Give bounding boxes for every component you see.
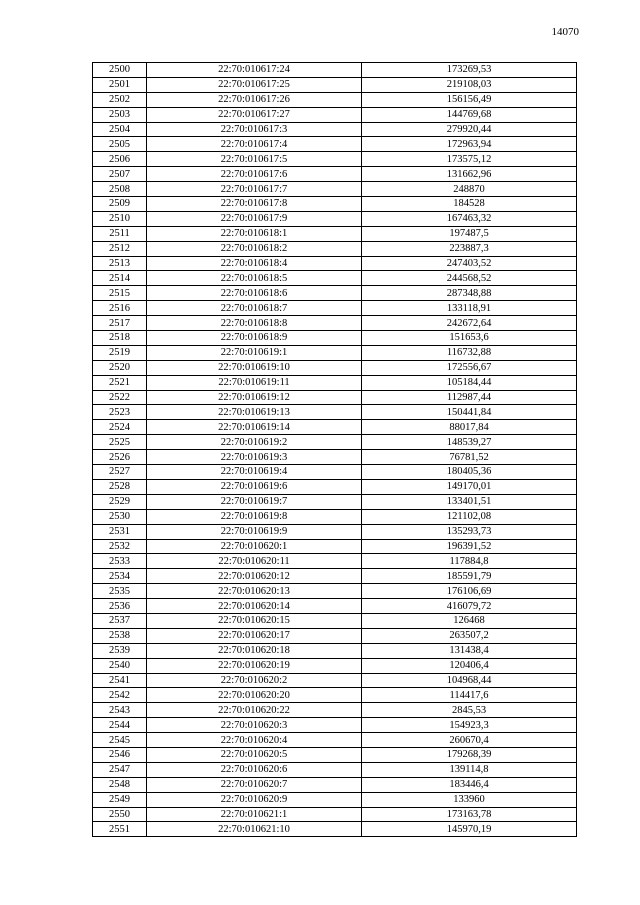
row-number-cell: 2524 (93, 420, 147, 435)
cadastral-number-cell: 22:70:010619:11 (147, 375, 362, 390)
table-row (93, 405, 577, 420)
table-row (93, 822, 577, 837)
table-row (93, 450, 577, 465)
table-row (93, 271, 577, 286)
value-cell: 244568,52 (362, 271, 577, 286)
cadastral-number-cell: 22:70:010619:1 (147, 345, 362, 360)
cadastral-number-cell: 22:70:010620:19 (147, 658, 362, 673)
row-number-cell: 2536 (93, 599, 147, 614)
table-row (93, 509, 577, 524)
row-number-cell: 2527 (93, 465, 147, 480)
value-cell: 279920,44 (362, 122, 577, 137)
table-row (93, 331, 577, 346)
cadastral-number-cell: 22:70:010617:4 (147, 137, 362, 152)
value-cell: 156156,49 (362, 92, 577, 107)
cadastral-number-cell: 22:70:010620:2 (147, 673, 362, 688)
cadastral-number-cell: 22:70:010620:15 (147, 613, 362, 628)
cadastral-number-cell: 22:70:010621:10 (147, 822, 362, 837)
cadastral-number-cell: 22:70:010617:27 (147, 107, 362, 122)
table-row (93, 167, 577, 182)
value-cell: 287348,88 (362, 286, 577, 301)
value-cell: 144769,68 (362, 107, 577, 122)
row-number-cell: 2533 (93, 554, 147, 569)
row-number-cell: 2517 (93, 316, 147, 331)
row-number-cell: 2531 (93, 524, 147, 539)
row-number-cell: 2535 (93, 584, 147, 599)
cadastral-number-cell: 22:70:010619:7 (147, 494, 362, 509)
value-cell: 149170,01 (362, 479, 577, 494)
cadastral-number-cell: 22:70:010619:12 (147, 390, 362, 405)
table-row (93, 554, 577, 569)
value-cell: 223887,3 (362, 241, 577, 256)
value-cell: 148539,27 (362, 435, 577, 450)
cadastral-number-cell: 22:70:010618:8 (147, 316, 362, 331)
cadastral-number-cell: 22:70:010620:17 (147, 628, 362, 643)
table-row (93, 301, 577, 316)
cadastral-number-cell: 22:70:010619:13 (147, 405, 362, 420)
value-cell: 150441,84 (362, 405, 577, 420)
row-number-cell: 2513 (93, 256, 147, 271)
table-row (93, 92, 577, 107)
row-number-cell: 2523 (93, 405, 147, 420)
row-number-cell: 2543 (93, 703, 147, 718)
table-row (93, 628, 577, 643)
value-cell: 180405,36 (362, 465, 577, 480)
value-cell: 242672,64 (362, 316, 577, 331)
row-number-cell: 2505 (93, 137, 147, 152)
value-cell: 114417,6 (362, 688, 577, 703)
value-cell: 133960 (362, 792, 577, 807)
value-cell: 117884,8 (362, 554, 577, 569)
cadastral-number-cell: 22:70:010620:9 (147, 792, 362, 807)
value-cell: 145970,19 (362, 822, 577, 837)
table-row (93, 807, 577, 822)
table-row (93, 494, 577, 509)
row-number-cell: 2545 (93, 733, 147, 748)
table-row (93, 316, 577, 331)
value-cell: 133401,51 (362, 494, 577, 509)
value-cell: 173269,53 (362, 63, 577, 78)
cadastral-number-cell: 22:70:010617:6 (147, 167, 362, 182)
cadastral-number-cell: 22:70:010619:3 (147, 450, 362, 465)
table-row (93, 63, 577, 78)
cadastral-number-cell: 22:70:010619:9 (147, 524, 362, 539)
table-row (93, 599, 577, 614)
row-number-cell: 2521 (93, 375, 147, 390)
row-number-cell: 2538 (93, 628, 147, 643)
value-cell: 2845,53 (362, 703, 577, 718)
value-cell: 247403,52 (362, 256, 577, 271)
table-row (93, 256, 577, 271)
cadastral-number-cell: 22:70:010620:6 (147, 762, 362, 777)
table-row (93, 152, 577, 167)
row-number-cell: 2522 (93, 390, 147, 405)
cadastral-number-cell: 22:70:010617:5 (147, 152, 362, 167)
table-row (93, 465, 577, 480)
value-cell: 131662,96 (362, 167, 577, 182)
row-number-cell: 2514 (93, 271, 147, 286)
table-row (93, 673, 577, 688)
cadastral-number-cell: 22:70:010620:7 (147, 777, 362, 792)
row-number-cell: 2526 (93, 450, 147, 465)
row-number-cell: 2548 (93, 777, 147, 792)
value-cell: 416079,72 (362, 599, 577, 614)
row-number-cell: 2506 (93, 152, 147, 167)
cadastral-number-cell: 22:70:010618:5 (147, 271, 362, 286)
value-cell: 139114,8 (362, 762, 577, 777)
row-number-cell: 2534 (93, 569, 147, 584)
value-cell: 173575,12 (362, 152, 577, 167)
row-number-cell: 2550 (93, 807, 147, 822)
row-number-cell: 2510 (93, 211, 147, 226)
value-cell: 126468 (362, 613, 577, 628)
cadastral-number-cell: 22:70:010618:2 (147, 241, 362, 256)
row-number-cell: 2528 (93, 479, 147, 494)
row-number-cell: 2551 (93, 822, 147, 837)
cadastral-number-cell: 22:70:010620:4 (147, 733, 362, 748)
table-row (93, 792, 577, 807)
cadastral-number-cell: 22:70:010620:13 (147, 584, 362, 599)
cadastral-number-cell: 22:70:010620:5 (147, 747, 362, 762)
row-number-cell: 2549 (93, 792, 147, 807)
value-cell: 131438,4 (362, 643, 577, 658)
value-cell: 176106,69 (362, 584, 577, 599)
value-cell: 248870 (362, 182, 577, 197)
table-row (93, 197, 577, 212)
table-row (93, 211, 577, 226)
cadastral-number-cell: 22:70:010620:18 (147, 643, 362, 658)
value-cell: 184528 (362, 197, 577, 212)
table-row (93, 569, 577, 584)
table-row (93, 286, 577, 301)
table-row (93, 107, 577, 122)
table-row (93, 658, 577, 673)
table-row (93, 718, 577, 733)
value-cell: 154923,3 (362, 718, 577, 733)
cadastral-number-cell: 22:70:010618:4 (147, 256, 362, 271)
table-row (93, 613, 577, 628)
cadastral-number-cell: 22:70:010617:26 (147, 92, 362, 107)
cadastral-number-cell: 22:70:010617:25 (147, 77, 362, 92)
cadastral-number-cell: 22:70:010620:12 (147, 569, 362, 584)
table-row (93, 360, 577, 375)
row-number-cell: 2515 (93, 286, 147, 301)
row-number-cell: 2525 (93, 435, 147, 450)
row-number-cell: 2547 (93, 762, 147, 777)
value-cell: 179268,39 (362, 747, 577, 762)
table-row (93, 77, 577, 92)
table-body (93, 63, 577, 837)
row-number-cell: 2530 (93, 509, 147, 524)
table-row (93, 226, 577, 241)
row-number-cell: 2503 (93, 107, 147, 122)
table-row (93, 345, 577, 360)
cadastral-number-cell: 22:70:010619:6 (147, 479, 362, 494)
table-row (93, 122, 577, 137)
table-row (93, 688, 577, 703)
table-row (93, 390, 577, 405)
table-row (93, 762, 577, 777)
table-row (93, 137, 577, 152)
value-cell: 219108,03 (362, 77, 577, 92)
table-row (93, 733, 577, 748)
value-cell: 173163,78 (362, 807, 577, 822)
cadastral-number-cell: 22:70:010617:7 (147, 182, 362, 197)
row-number-cell: 2539 (93, 643, 147, 658)
value-cell: 76781,52 (362, 450, 577, 465)
row-number-cell: 2504 (93, 122, 147, 137)
table-row (93, 435, 577, 450)
value-cell: 112987,44 (362, 390, 577, 405)
cadastral-number-cell: 22:70:010618:9 (147, 331, 362, 346)
row-number-cell: 2532 (93, 539, 147, 554)
row-number-cell: 2507 (93, 167, 147, 182)
row-number-cell: 2509 (93, 197, 147, 212)
value-cell: 183446,4 (362, 777, 577, 792)
value-cell: 172556,67 (362, 360, 577, 375)
table-row (93, 420, 577, 435)
row-number-cell: 2502 (93, 92, 147, 107)
cadastral-number-cell: 22:70:010619:8 (147, 509, 362, 524)
cadastral-number-cell: 22:70:010620:20 (147, 688, 362, 703)
table-row (93, 182, 577, 197)
table-row (93, 241, 577, 256)
value-cell: 185591,79 (362, 569, 577, 584)
cadastral-number-cell: 22:70:010620:22 (147, 703, 362, 718)
table-row (93, 524, 577, 539)
value-cell: 121102,08 (362, 509, 577, 524)
table-row (93, 643, 577, 658)
value-cell: 120406,4 (362, 658, 577, 673)
cadastral-number-cell: 22:70:010617:24 (147, 63, 362, 78)
value-cell: 167463,32 (362, 211, 577, 226)
row-number-cell: 2544 (93, 718, 147, 733)
row-number-cell: 2541 (93, 673, 147, 688)
page-number: 14070 (551, 26, 579, 38)
table-row (93, 747, 577, 762)
value-cell: 196391,52 (362, 539, 577, 554)
row-number-cell: 2516 (93, 301, 147, 316)
cadastral-number-cell: 22:70:010617:9 (147, 211, 362, 226)
row-number-cell: 2529 (93, 494, 147, 509)
value-cell: 133118,91 (362, 301, 577, 316)
row-number-cell: 2519 (93, 345, 147, 360)
table-row (93, 479, 577, 494)
cadastral-number-cell: 22:70:010619:10 (147, 360, 362, 375)
table-row (93, 584, 577, 599)
row-number-cell: 2508 (93, 182, 147, 197)
cadastral-number-cell: 22:70:010619:4 (147, 465, 362, 480)
row-number-cell: 2546 (93, 747, 147, 762)
row-number-cell: 2512 (93, 241, 147, 256)
value-cell: 151653,6 (362, 331, 577, 346)
cadastral-number-cell: 22:70:010617:3 (147, 122, 362, 137)
row-number-cell: 2540 (93, 658, 147, 673)
cadastral-number-cell: 22:70:010619:14 (147, 420, 362, 435)
value-cell: 105184,44 (362, 375, 577, 390)
cadastral-number-cell: 22:70:010619:2 (147, 435, 362, 450)
row-number-cell: 2501 (93, 77, 147, 92)
value-cell: 88017,84 (362, 420, 577, 435)
value-cell: 116732,88 (362, 345, 577, 360)
value-cell: 172963,94 (362, 137, 577, 152)
row-number-cell: 2537 (93, 613, 147, 628)
cadastral-number-cell: 22:70:010618:1 (147, 226, 362, 241)
table-row (93, 777, 577, 792)
value-cell: 197487,5 (362, 226, 577, 241)
cadastral-number-cell: 22:70:010617:8 (147, 197, 362, 212)
cadastral-number-cell: 22:70:010618:6 (147, 286, 362, 301)
row-number-cell: 2520 (93, 360, 147, 375)
table-row (93, 703, 577, 718)
cadastral-number-cell: 22:70:010618:7 (147, 301, 362, 316)
cadastral-number-cell: 22:70:010620:1 (147, 539, 362, 554)
row-number-cell: 2500 (93, 63, 147, 78)
table-row (93, 375, 577, 390)
row-number-cell: 2518 (93, 331, 147, 346)
value-cell: 260670,4 (362, 733, 577, 748)
cadastral-number-cell: 22:70:010620:3 (147, 718, 362, 733)
value-cell: 263507,2 (362, 628, 577, 643)
cadastral-number-cell: 22:70:010620:14 (147, 599, 362, 614)
data-table (92, 62, 577, 837)
value-cell: 135293,73 (362, 524, 577, 539)
cadastral-number-cell: 22:70:010620:11 (147, 554, 362, 569)
cadastral-number-cell: 22:70:010621:1 (147, 807, 362, 822)
value-cell: 104968,44 (362, 673, 577, 688)
row-number-cell: 2511 (93, 226, 147, 241)
table-row (93, 539, 577, 554)
row-number-cell: 2542 (93, 688, 147, 703)
